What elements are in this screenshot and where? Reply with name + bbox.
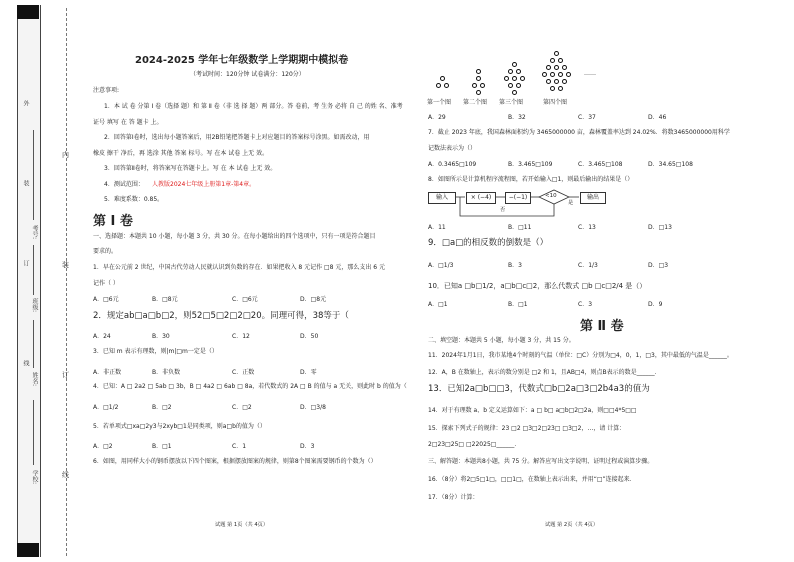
q8-opt-d: D．□13: [648, 224, 672, 231]
q6-opt-d: D．46: [648, 114, 667, 121]
q4-text: 4．已知：A □ 2a2 □ 5ab □ 3b，B □ 4a2 □ 6ab □ 8a，若代数式的 2A □ B 的值与 a 无关，则此时 b 的值为（: [93, 383, 407, 390]
q1-opt-d: D．□8元: [300, 296, 327, 303]
q4-opt-a: A．□1/2: [93, 404, 119, 411]
note-5: 5．难度系数：0.85。: [104, 196, 164, 203]
q7-text-b: 记数法表示为（）: [428, 145, 477, 152]
q5-opt-c: C．1: [232, 443, 247, 450]
q9-opt-a: A．□1/3: [428, 262, 454, 269]
seal-char-5: 内: [62, 151, 69, 159]
q2-opt-c: C．12: [232, 333, 250, 340]
flow-multiply: × (−4): [466, 192, 496, 204]
figure-ellipsis: ……: [584, 70, 596, 77]
q5-opt-a: A．□2: [93, 443, 113, 450]
flow-yes: 是: [568, 200, 574, 206]
seal-char-7: 订: [62, 371, 69, 379]
sec3-intro: 三、解答题：本题共8小题，共 75 分。解答应写出文字说明、证明过程或演算步骤。: [428, 458, 654, 465]
exam-subtitle: （考试时间：120分钟 试卷满分：120分）: [190, 71, 305, 78]
name-label: 姓名:: [31, 372, 38, 387]
seal-char-1: 外: [22, 100, 29, 106]
q10-opt-b: B．□1: [508, 301, 528, 308]
q4-opt-d: D．□3/8: [300, 404, 326, 411]
q13-text: 13．已知2a□b□□3，代数式□b□2a□3□2b4a3的值为: [428, 384, 650, 394]
figure-label-1: 第一个图: [427, 99, 452, 106]
q5-opt-b: B．□1: [152, 443, 172, 450]
q6-opt-b: B．32: [508, 114, 526, 121]
q15-text: 15．探索下列式子的规律：23 □2 □3□2□23□ □3□2，…，请 计算：: [428, 425, 626, 432]
q9-opt-c: C．1/3: [578, 262, 598, 269]
q8-opt-c: C．13: [578, 224, 596, 231]
figure-label-2: 第二个图: [463, 99, 488, 106]
q2-opt-d: D．50: [300, 333, 319, 340]
q1-opt-b: B．□8元: [152, 296, 178, 303]
flow-no: 否: [500, 207, 506, 213]
section-1-title: 第 Ⅰ 卷: [93, 214, 133, 229]
page-2-footer: 试题 第 2页（共 4页）: [545, 522, 599, 528]
q1-opt-a: A．□6元: [93, 296, 119, 303]
q7-opt-b: B．3.465□109: [508, 161, 553, 168]
strip-cap-bottom: [17, 543, 39, 557]
sec2-intro: 二、填空题：本题共 5 小题，每小题 3 分，共 15 分。: [428, 337, 575, 344]
seal-char-6: 装: [62, 261, 69, 269]
q8-text: 8．如图所示是计算机程序流程图，若开始输入□1，则最后输出的结果是（）: [428, 176, 634, 183]
note-1: 1．本 试 卷 分第 Ⅰ 卷（选择 题）和 第 Ⅱ 卷（非 选 择 题）两 部分。答 卷前，考 生务 必将 自 己 的姓 名、准考: [104, 103, 403, 110]
q8-opt-a: A．11: [428, 224, 446, 231]
class-line: [33, 245, 34, 295]
q8-opt-b: B．□11: [508, 224, 532, 231]
q3-opt-d: D．零: [300, 369, 317, 376]
flow-condition: <10: [545, 193, 557, 199]
q4-opt-b: B．□2: [152, 404, 172, 411]
note-2b: 橡皮 擦干 净后，再 选涂 其他 答案 标号。写 在本 试卷 上无 效。: [93, 150, 269, 157]
seal-char-8: 线: [62, 471, 69, 479]
q2-opt-a: A．24: [93, 333, 111, 340]
q9-text: 9．□a□的相反数的倒数是（）: [428, 238, 549, 248]
exam-no-line: [33, 130, 34, 220]
seal-char-2: 装: [22, 180, 29, 186]
q16-text: 16．（8分）将2□5□1□，□□1□，在数轴上表示出来，并用“□”连接起来．: [428, 476, 636, 483]
exam-no-label: 考号:: [31, 225, 38, 240]
q15-text-b: 2□23□25□ □22025□______．: [428, 441, 521, 448]
flow-subtract: −(−1): [505, 192, 531, 204]
seal-char-4: 线: [22, 360, 29, 366]
q3-text: 3．已知 m 表示有理数，则|m|□m一定是（）: [93, 348, 218, 355]
figure-label-4: 第四个图: [543, 99, 568, 106]
q7-text: 7．截止 2023 年底，我国森林面积约为 3465000000 亩，森林覆盖率达到 24.02%．将数3465000000用科学: [428, 129, 730, 136]
q3-opt-a: A．非正数: [93, 369, 122, 376]
q3-opt-c: C．正数: [232, 369, 255, 376]
q11-text: 11．2024年1月1日，我市某地4个时刻的气温（单位：□C）分别为□4，0，1，□3，其中最低的气温是______。: [428, 352, 733, 359]
q5-opt-d: D．3: [300, 443, 315, 450]
q5-text: 5．若单项式□xa□2y3与2xyb□1是同类项，则a□b的值为（）: [93, 423, 266, 430]
q1-opt-c: C．□6元: [232, 296, 258, 303]
q10-opt-d: D．9: [648, 301, 663, 308]
note-3: 3．回答第Ⅱ卷时，将答案写在答题卡上。写 在 本 试卷 上无 效。: [104, 165, 277, 172]
seal-char-3: 订: [22, 260, 29, 266]
q1-text: 1．早在公元前 2 世纪，中国古代劳动人民就认识到负数的存在．如果把收入 8 元记作 □8 元，那么支出 6 元: [93, 264, 386, 271]
note-1b: 证号 填写 在 答 题卡 上。: [93, 119, 163, 126]
q10-opt-a: A．□1: [428, 301, 448, 308]
name-line: [33, 320, 34, 368]
flow-output: 输出: [580, 192, 606, 204]
q7-opt-d: D．34.65□108: [648, 161, 693, 168]
q7-opt-c: C．3.465□108: [578, 161, 623, 168]
q9-opt-b: B．3: [508, 262, 522, 269]
q10-opt-c: C．3: [578, 301, 593, 308]
exam-title: 2024-2025 学年七年级数学上学期期中模拟卷: [135, 55, 349, 66]
strip-cap-top: [17, 5, 39, 19]
notes-title: 注意事项:: [93, 87, 120, 94]
q6-text: 6．如图，用同样大小的钢币摆放以下四个图案，根据摆放图案的规律，则第8个图案需要钢币的个数为（）: [93, 458, 377, 465]
q2-text: 2．规定ab□a□b□2，则52□5□2□2□20。同理可得，38等于（: [93, 311, 349, 321]
q4-opt-c: C．□2: [232, 404, 252, 411]
q10-text: 10．已知a □b□1/2，a□b□c□2，那么代数式 □b □c□2/4 是（）: [428, 282, 647, 290]
school-label: 学校:: [31, 470, 38, 485]
q2-opt-b: B．30: [152, 333, 170, 340]
section-2-title: 第 Ⅱ 卷: [580, 319, 624, 334]
q1-text-b: 记作（ ）: [93, 280, 119, 287]
q17-text: 17．（8分）计算：: [428, 494, 479, 501]
school-line: [33, 400, 34, 465]
test-range: 人教版2024七年级上册第1章-第4章。: [152, 181, 256, 188]
q9-opt-d: D．□3: [648, 262, 669, 269]
q14-text: 14．对于有理数 a、b 定义运算如下：a □ b□ a□b□2□2a，则□□4*5□□: [428, 407, 637, 414]
sec1-intro: 一、选择题：本题共 10 小题，每小题 3 分，共 30 分。在每小题给出的四个选项中，只有一项是符合题目: [93, 233, 376, 240]
q12-text: 12．A，B 在数轴上，表示的数分别是 □2 和 1，且AB□4，则点B表示的数是______．: [428, 369, 661, 376]
binding-margin: [0, 0, 82, 562]
q3-opt-b: B．非负数: [152, 369, 181, 376]
class-label: 班级:: [31, 298, 38, 313]
page-1-footer: 试题 第 1页（共 4页）: [215, 522, 269, 528]
q6-opt-a: A．29: [428, 114, 446, 121]
sec1-intro-2: 要求的。: [93, 248, 118, 255]
flow-input: 输入: [428, 192, 456, 204]
note-4-label: 4．测试范围：: [104, 181, 144, 188]
q6-opt-c: C．37: [578, 114, 596, 121]
q7-opt-a: A．0.3465□109: [428, 161, 477, 168]
note-2: 2．回答第Ⅰ卷时，选出每小题答案后，用2B铅笔把答题卡上对应题目的答案标号涂黑。如需改动，用: [104, 134, 370, 141]
figure-label-3: 第三个图: [499, 99, 524, 106]
